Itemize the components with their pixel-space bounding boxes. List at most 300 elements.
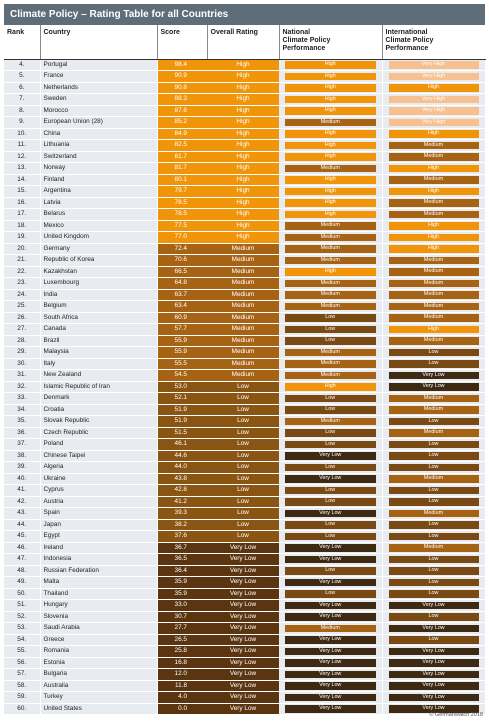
international-performance-cell xyxy=(382,381,485,393)
national-rating-badge: Very Low xyxy=(285,613,376,621)
overall-rating-cell: Very Low xyxy=(207,554,279,566)
table-row xyxy=(4,232,485,244)
score-cell: 98.4 xyxy=(157,59,207,71)
table-row xyxy=(4,324,485,336)
national-performance-header: National Climate Policy Performance xyxy=(279,25,382,59)
rank-cell: 13. xyxy=(4,163,40,175)
country-cell: Sweden xyxy=(40,94,157,106)
national-rating-badge: Low xyxy=(285,406,376,414)
score-cell: 12.0 xyxy=(157,669,207,681)
overall-rating-cell: High xyxy=(207,82,279,94)
score-cell: 88.3 xyxy=(157,94,207,106)
national-rating-badge: Low xyxy=(285,487,376,495)
international-performance-cell xyxy=(382,680,485,692)
rank-cell: 12. xyxy=(4,151,40,163)
overall-rating-cell: Low xyxy=(207,427,279,439)
rank-cell: 59. xyxy=(4,692,40,704)
score-cell: 53.0 xyxy=(157,381,207,393)
national-performance-cell xyxy=(279,128,382,140)
international-performance-cell xyxy=(382,232,485,244)
country-cell: Austria xyxy=(40,496,157,508)
international-performance-cell xyxy=(382,393,485,405)
international-performance-cell xyxy=(382,220,485,232)
overall-rating-cell: Very Low xyxy=(207,646,279,658)
international-rating-badge: Very Low xyxy=(389,372,479,380)
country-cell: Latvia xyxy=(40,197,157,209)
national-rating-badge: High xyxy=(285,107,376,115)
table-row xyxy=(4,554,485,566)
national-performance-cell xyxy=(279,657,382,669)
table-row xyxy=(4,473,485,485)
international-rating-badge: Medium xyxy=(389,395,479,403)
national-rating-badge: Very Low xyxy=(285,602,376,610)
overall-rating-cell: High xyxy=(207,209,279,221)
country-header: Country xyxy=(40,25,157,59)
country-cell: Mexico xyxy=(40,220,157,232)
table-row xyxy=(4,577,485,589)
overall-rating-cell: Low xyxy=(207,531,279,543)
rank-cell: 47. xyxy=(4,554,40,566)
national-performance-cell xyxy=(279,370,382,382)
overall-rating-cell: High xyxy=(207,197,279,209)
overall-rating-cell: High xyxy=(207,59,279,71)
international-rating-badge: Low xyxy=(389,636,479,644)
national-performance-cell xyxy=(279,358,382,370)
country-cell: Romania xyxy=(40,646,157,658)
rank-cell: 4. xyxy=(4,59,40,71)
overall-rating-cell: Low xyxy=(207,496,279,508)
rank-cell: 60. xyxy=(4,703,40,715)
overall-rating-cell: Low xyxy=(207,416,279,428)
national-rating-badge: Low xyxy=(285,498,376,506)
country-cell: India xyxy=(40,289,157,301)
international-performance-cell xyxy=(382,577,485,589)
international-performance-cell xyxy=(382,531,485,543)
national-performance-cell xyxy=(279,105,382,117)
national-rating-badge: Very Low xyxy=(285,475,376,483)
national-performance-cell xyxy=(279,611,382,623)
overall-rating-cell: Very Low xyxy=(207,611,279,623)
international-rating-badge: Very Low xyxy=(389,671,479,679)
national-performance-cell xyxy=(279,450,382,462)
overall-rating-cell: High xyxy=(207,163,279,175)
national-rating-badge: High xyxy=(285,153,376,161)
country-cell: Canada xyxy=(40,324,157,336)
table-row xyxy=(4,255,485,267)
national-performance-cell xyxy=(279,232,382,244)
rank-cell: 32. xyxy=(4,381,40,393)
national-performance-cell xyxy=(279,416,382,428)
table-row xyxy=(4,611,485,623)
overall-rating-cell: High xyxy=(207,71,279,83)
overall-rating-cell: Low xyxy=(207,450,279,462)
international-performance-cell xyxy=(382,646,485,658)
country-cell: Bulgaria xyxy=(40,669,157,681)
rank-cell: 8. xyxy=(4,105,40,117)
international-performance-cell xyxy=(382,485,485,497)
country-cell: Malta xyxy=(40,577,157,589)
national-performance-cell xyxy=(279,485,382,497)
table-row xyxy=(4,703,485,715)
table-row xyxy=(4,646,485,658)
score-cell: 4.0 xyxy=(157,692,207,704)
country-cell: European Union (28) xyxy=(40,117,157,129)
country-cell: Egypt xyxy=(40,531,157,543)
table-row xyxy=(4,519,485,531)
international-performance-cell xyxy=(382,94,485,106)
national-performance-cell xyxy=(279,519,382,531)
international-performance-cell xyxy=(382,519,485,531)
overall-rating-cell: Low xyxy=(207,381,279,393)
score-cell: 66.5 xyxy=(157,266,207,278)
international-rating-badge: High xyxy=(389,165,479,173)
international-rating-badge: Low xyxy=(389,590,479,598)
score-cell: 84.9 xyxy=(157,128,207,140)
table-row xyxy=(4,404,485,416)
table-row xyxy=(4,151,485,163)
rank-cell: 52. xyxy=(4,611,40,623)
national-performance-cell xyxy=(279,393,382,405)
rank-cell: 7. xyxy=(4,94,40,106)
national-rating-badge: High xyxy=(285,61,376,69)
international-performance-cell xyxy=(382,669,485,681)
rating-table xyxy=(4,25,486,715)
overall-rating-cell: Very Low xyxy=(207,634,279,646)
score-cell: 90.8 xyxy=(157,82,207,94)
rank-cell: 41. xyxy=(4,485,40,497)
national-rating-badge: Very Low xyxy=(285,659,376,667)
international-rating-badge: Low xyxy=(389,418,479,426)
overall-rating-header: Overall Rating xyxy=(207,25,279,59)
score-cell: 44.0 xyxy=(157,462,207,474)
international-performance-cell xyxy=(382,427,485,439)
national-rating-badge: Medium xyxy=(285,234,376,242)
rank-cell: 44. xyxy=(4,519,40,531)
national-rating-badge: Low xyxy=(285,590,376,598)
overall-rating-cell: Medium xyxy=(207,335,279,347)
table-row xyxy=(4,312,485,324)
overall-rating-cell: High xyxy=(207,220,279,232)
rank-cell: 43. xyxy=(4,508,40,520)
score-cell: 77.0 xyxy=(157,232,207,244)
international-rating-badge: High xyxy=(389,222,479,230)
table-row xyxy=(4,634,485,646)
rank-cell: 15. xyxy=(4,186,40,198)
international-performance-cell xyxy=(382,174,485,186)
country-cell: Italy xyxy=(40,358,157,370)
overall-rating-cell: Low xyxy=(207,519,279,531)
table-row xyxy=(4,381,485,393)
international-rating-badge: Low xyxy=(389,567,479,575)
score-cell: 77.5 xyxy=(157,220,207,232)
national-performance-cell xyxy=(279,289,382,301)
country-cell: Cyprus xyxy=(40,485,157,497)
national-performance-cell xyxy=(279,117,382,129)
table-row xyxy=(4,508,485,520)
country-cell: Russian Federation xyxy=(40,565,157,577)
national-rating-badge: Very Low xyxy=(285,682,376,690)
international-performance-cell xyxy=(382,404,485,416)
overall-rating-cell: Low xyxy=(207,473,279,485)
table-row xyxy=(4,289,485,301)
international-performance-cell xyxy=(382,301,485,313)
country-cell: Norway xyxy=(40,163,157,175)
overall-rating-cell: High xyxy=(207,117,279,129)
national-rating-badge: Low xyxy=(285,464,376,472)
national-performance-cell xyxy=(279,151,382,163)
international-rating-badge: Low xyxy=(389,441,479,449)
overall-rating-cell: Very Low xyxy=(207,703,279,715)
table-row xyxy=(4,462,485,474)
international-performance-cell xyxy=(382,358,485,370)
national-rating-badge: Medium xyxy=(285,165,376,173)
score-cell: 55.9 xyxy=(157,335,207,347)
score-cell: 11.8 xyxy=(157,680,207,692)
rank-cell: 29. xyxy=(4,347,40,359)
international-rating-badge: Low xyxy=(389,360,479,368)
country-cell: Portugal xyxy=(40,59,157,71)
table-row xyxy=(4,623,485,635)
international-rating-badge: Very Low xyxy=(389,648,479,656)
national-performance-cell xyxy=(279,623,382,635)
national-rating-badge: Very Low xyxy=(285,556,376,564)
score-cell: 52.1 xyxy=(157,393,207,405)
international-performance-cell xyxy=(382,151,485,163)
international-rating-badge: Very High xyxy=(389,107,479,115)
international-performance-cell xyxy=(382,163,485,175)
country-cell: Finland xyxy=(40,174,157,186)
international-performance-cell xyxy=(382,611,485,623)
national-performance-cell xyxy=(279,82,382,94)
national-performance-cell xyxy=(279,646,382,658)
overall-rating-cell: Very Low xyxy=(207,542,279,554)
international-rating-badge: Low xyxy=(389,579,479,587)
country-cell: Slovenia xyxy=(40,611,157,623)
international-performance-cell xyxy=(382,473,485,485)
country-cell: Morocco xyxy=(40,105,157,117)
score-cell: 82.5 xyxy=(157,140,207,152)
rank-header: Rank xyxy=(4,25,40,59)
table-row xyxy=(4,416,485,428)
rank-cell: 45. xyxy=(4,531,40,543)
table-row xyxy=(4,680,485,692)
overall-rating-cell: Low xyxy=(207,462,279,474)
overall-rating-cell: High xyxy=(207,151,279,163)
table-row xyxy=(4,278,485,290)
national-rating-badge: Very Low xyxy=(285,705,376,713)
international-rating-badge: Low xyxy=(389,498,479,506)
international-rating-badge: Medium xyxy=(389,429,479,437)
international-rating-badge: Low xyxy=(389,349,479,357)
international-rating-badge: Very High xyxy=(389,73,479,81)
rank-cell: 11. xyxy=(4,140,40,152)
rank-cell: 9. xyxy=(4,117,40,129)
national-rating-badge: High xyxy=(285,199,376,207)
rank-cell: 14. xyxy=(4,174,40,186)
country-cell: Lithuania xyxy=(40,140,157,152)
national-performance-cell xyxy=(279,542,382,554)
international-performance-cell xyxy=(382,542,485,554)
international-performance-cell xyxy=(382,335,485,347)
overall-rating-cell: Very Low xyxy=(207,623,279,635)
national-rating-badge: Very Low xyxy=(285,452,376,460)
table-row xyxy=(4,220,485,232)
table-row xyxy=(4,71,485,83)
international-rating-badge: Very Low xyxy=(389,659,479,667)
score-cell: 30.7 xyxy=(157,611,207,623)
national-rating-badge: High xyxy=(285,176,376,184)
rank-cell: 54. xyxy=(4,634,40,646)
national-performance-cell xyxy=(279,301,382,313)
rank-cell: 53. xyxy=(4,623,40,635)
international-performance-cell xyxy=(382,209,485,221)
international-rating-badge: Low xyxy=(389,487,479,495)
national-performance-cell xyxy=(279,347,382,359)
national-performance-cell xyxy=(279,381,382,393)
table-row xyxy=(4,59,485,71)
country-cell: Netherlands xyxy=(40,82,157,94)
national-rating-badge: Low xyxy=(285,429,376,437)
national-performance-cell xyxy=(279,266,382,278)
international-performance-cell xyxy=(382,508,485,520)
international-performance-cell xyxy=(382,312,485,324)
international-rating-badge: Medium xyxy=(389,199,479,207)
rank-cell: 5. xyxy=(4,71,40,83)
rank-cell: 56. xyxy=(4,657,40,669)
overall-rating-cell: Medium xyxy=(207,255,279,267)
country-cell: Greece xyxy=(40,634,157,646)
overall-rating-cell: Medium xyxy=(207,301,279,313)
overall-rating-cell: Medium xyxy=(207,347,279,359)
international-rating-badge: Medium xyxy=(389,211,479,219)
score-cell: 26.5 xyxy=(157,634,207,646)
international-rating-badge: Low xyxy=(389,533,479,541)
national-rating-badge: Medium xyxy=(285,291,376,299)
table-row xyxy=(4,209,485,221)
score-cell: 0.0 xyxy=(157,703,207,715)
national-performance-cell xyxy=(279,94,382,106)
country-cell: South Africa xyxy=(40,312,157,324)
national-rating-badge: Medium xyxy=(285,372,376,380)
national-rating-badge: High xyxy=(285,383,376,391)
country-cell: Denmark xyxy=(40,393,157,405)
national-rating-badge: Medium xyxy=(285,119,376,127)
table-row xyxy=(4,565,485,577)
rank-cell: 42. xyxy=(4,496,40,508)
header-row xyxy=(4,25,485,59)
rank-cell: 22. xyxy=(4,266,40,278)
table-row xyxy=(4,335,485,347)
international-performance-cell xyxy=(382,266,485,278)
score-cell: 63.7 xyxy=(157,289,207,301)
rank-cell: 17. xyxy=(4,209,40,221)
national-rating-badge: Very Low xyxy=(285,671,376,679)
rank-cell: 35. xyxy=(4,416,40,428)
national-performance-cell xyxy=(279,473,382,485)
country-cell: Poland xyxy=(40,439,157,451)
table-row xyxy=(4,243,485,255)
national-rating-badge: Low xyxy=(285,326,376,334)
rank-cell: 6. xyxy=(4,82,40,94)
national-performance-cell xyxy=(279,531,382,543)
rank-cell: 24. xyxy=(4,289,40,301)
score-cell: 60.9 xyxy=(157,312,207,324)
score-cell: 81.7 xyxy=(157,151,207,163)
rank-cell: 20. xyxy=(4,243,40,255)
page-title: Climate Policy – Rating Table for all Countries xyxy=(10,9,229,20)
international-rating-badge: Medium xyxy=(389,268,479,276)
rank-cell: 16. xyxy=(4,197,40,209)
table-row xyxy=(4,496,485,508)
national-rating-badge: Medium xyxy=(285,280,376,288)
table-row xyxy=(4,531,485,543)
national-performance-cell xyxy=(279,462,382,474)
country-cell: Kazakhstan xyxy=(40,266,157,278)
table-row xyxy=(4,163,485,175)
rank-cell: 25. xyxy=(4,301,40,313)
score-cell: 63.4 xyxy=(157,301,207,313)
rank-cell: 50. xyxy=(4,588,40,600)
overall-rating-cell: Very Low xyxy=(207,657,279,669)
national-performance-cell xyxy=(279,163,382,175)
national-performance-cell xyxy=(279,174,382,186)
score-cell: 35.9 xyxy=(157,588,207,600)
international-performance-cell xyxy=(382,128,485,140)
score-cell: 16.8 xyxy=(157,657,207,669)
international-performance-cell xyxy=(382,657,485,669)
table-row xyxy=(4,692,485,704)
country-cell: Chinese Taipei xyxy=(40,450,157,462)
national-performance-cell xyxy=(279,278,382,290)
national-rating-badge: High xyxy=(285,73,376,81)
international-rating-badge: Very High xyxy=(389,119,479,127)
overall-rating-cell: Very Low xyxy=(207,692,279,704)
international-performance-cell xyxy=(382,186,485,198)
table-row xyxy=(4,600,485,612)
international-performance-cell xyxy=(382,462,485,474)
rank-cell: 21. xyxy=(4,255,40,267)
score-cell: 42.8 xyxy=(157,485,207,497)
national-performance-cell xyxy=(279,703,382,715)
country-cell: Brazil xyxy=(40,335,157,347)
international-performance-cell xyxy=(382,439,485,451)
international-rating-badge: Medium xyxy=(389,142,479,150)
country-cell: United Kingdom xyxy=(40,232,157,244)
score-cell: 90.9 xyxy=(157,71,207,83)
table-row xyxy=(4,128,485,140)
international-performance-header: International Climate Policy Performance xyxy=(382,25,485,59)
score-cell: 54.5 xyxy=(157,370,207,382)
national-performance-cell xyxy=(279,404,382,416)
international-performance-cell xyxy=(382,324,485,336)
international-rating-badge: High xyxy=(389,188,479,196)
score-cell: 55.9 xyxy=(157,347,207,359)
national-performance-cell xyxy=(279,209,382,221)
national-performance-cell xyxy=(279,312,382,324)
international-rating-badge: High xyxy=(389,234,479,242)
score-cell: 39.3 xyxy=(157,508,207,520)
country-cell: France xyxy=(40,71,157,83)
overall-rating-cell: High xyxy=(207,128,279,140)
international-rating-badge: High xyxy=(389,245,479,253)
rank-cell: 51. xyxy=(4,600,40,612)
country-cell: Islamic Republic of Iran xyxy=(40,381,157,393)
overall-rating-cell: Very Low xyxy=(207,680,279,692)
table-row xyxy=(4,439,485,451)
score-cell: 25.8 xyxy=(157,646,207,658)
national-rating-badge: Medium xyxy=(285,360,376,368)
country-cell: Switzerland xyxy=(40,151,157,163)
